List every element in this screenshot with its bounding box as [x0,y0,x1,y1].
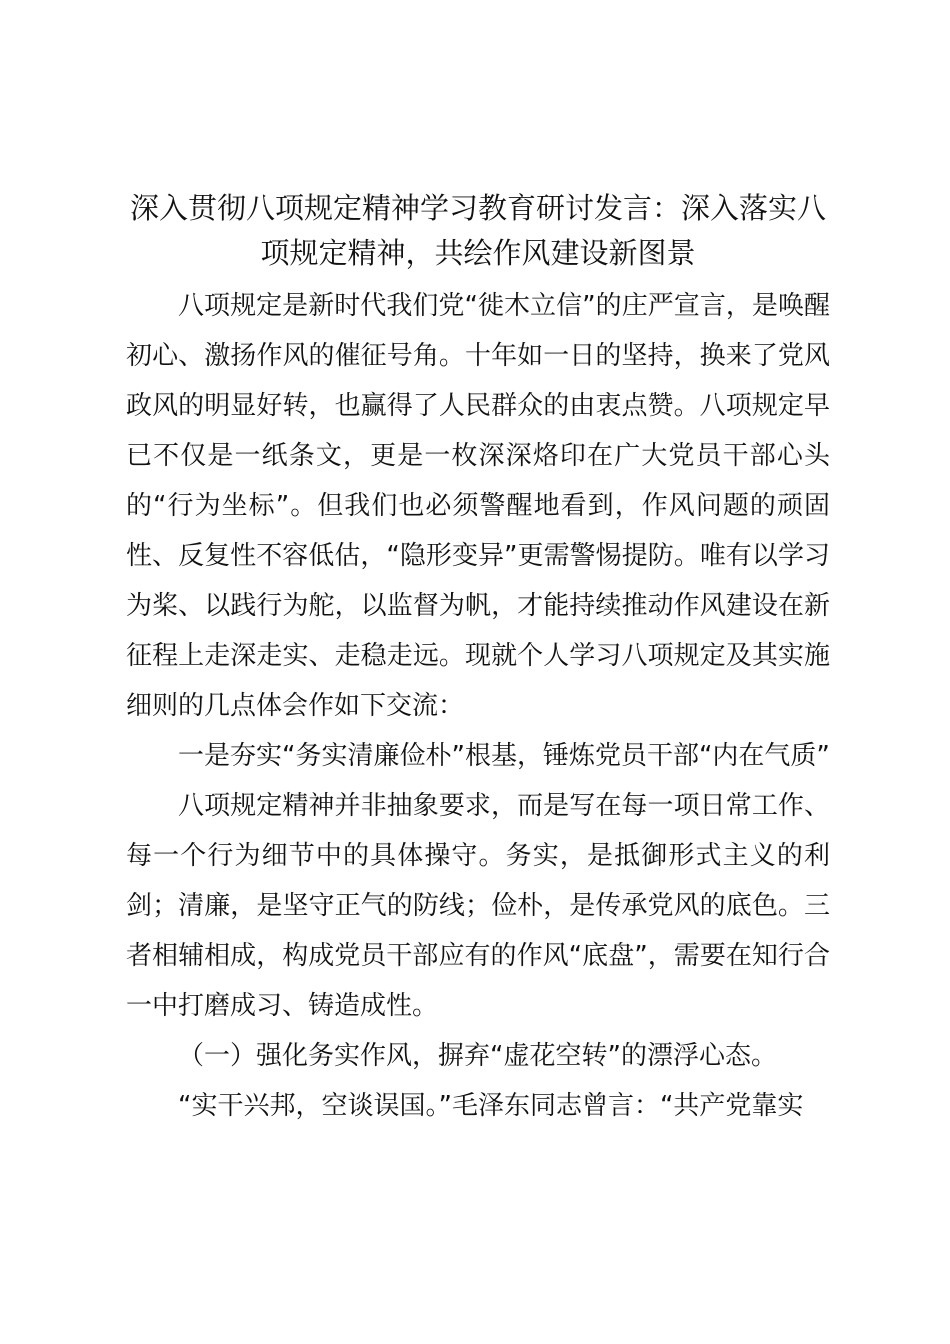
paragraph-intro: 八项规定是新时代我们党“徙木立信”的庄严宣言，是唤醒初心、激扬作风的催征号角。十年如一日的坚持，换来了党风政风的明显好转，也赢得了人民群众的由衷点赞。八项规定早已不仅是一纸条文，更是一枚深深烙印在广大党员干部心头的“行为坐标”。但我们也必须警醒地看到，作风问题的顽固性、反复性不容低估，“隐形变异”更需警惕提防。唯有以学习为桨、以践行为舵，以监督为帆，才能持续推动作风建设在新征程上走深走实、走稳走远。现就个人学习八项规定及其实施细则的几点体会作如下交流： [126,291,830,721]
document-body [126,281,830,1131]
title-line-2: 项规定精神，共绘作风建设新图景 [260,236,696,270]
subsection-heading-1: （一）强化务实作风，摒弃“虚花空转”的漂浮心态。 [178,1041,777,1071]
title-line-1: 深入贯彻八项规定精神学习教育研讨发言：深入落实八 [129,191,826,225]
paragraph-quote: “实干兴邦，空谈误国。”毛泽东同志曾言：“共产党靠实 [178,1091,804,1121]
section-heading-1: 一是夯实“务实清廉俭朴”根基，锤炼党员干部“内在气质” [178,741,830,771]
paragraph-section-1: 八项规定精神并非抽象要求，而是写在每一项日常工作、每一个行为细节中的具体操守。务实，是抵御形式主义的利剑；清廉，是坚守正气的防线；俭朴，是传承党风的底色。三者相辅相成，构成党员干部应有的作风“底盘”，需要在知行合一中打磨成习、铸造成性。 [126,791,830,1021]
document-title [126,186,830,276]
